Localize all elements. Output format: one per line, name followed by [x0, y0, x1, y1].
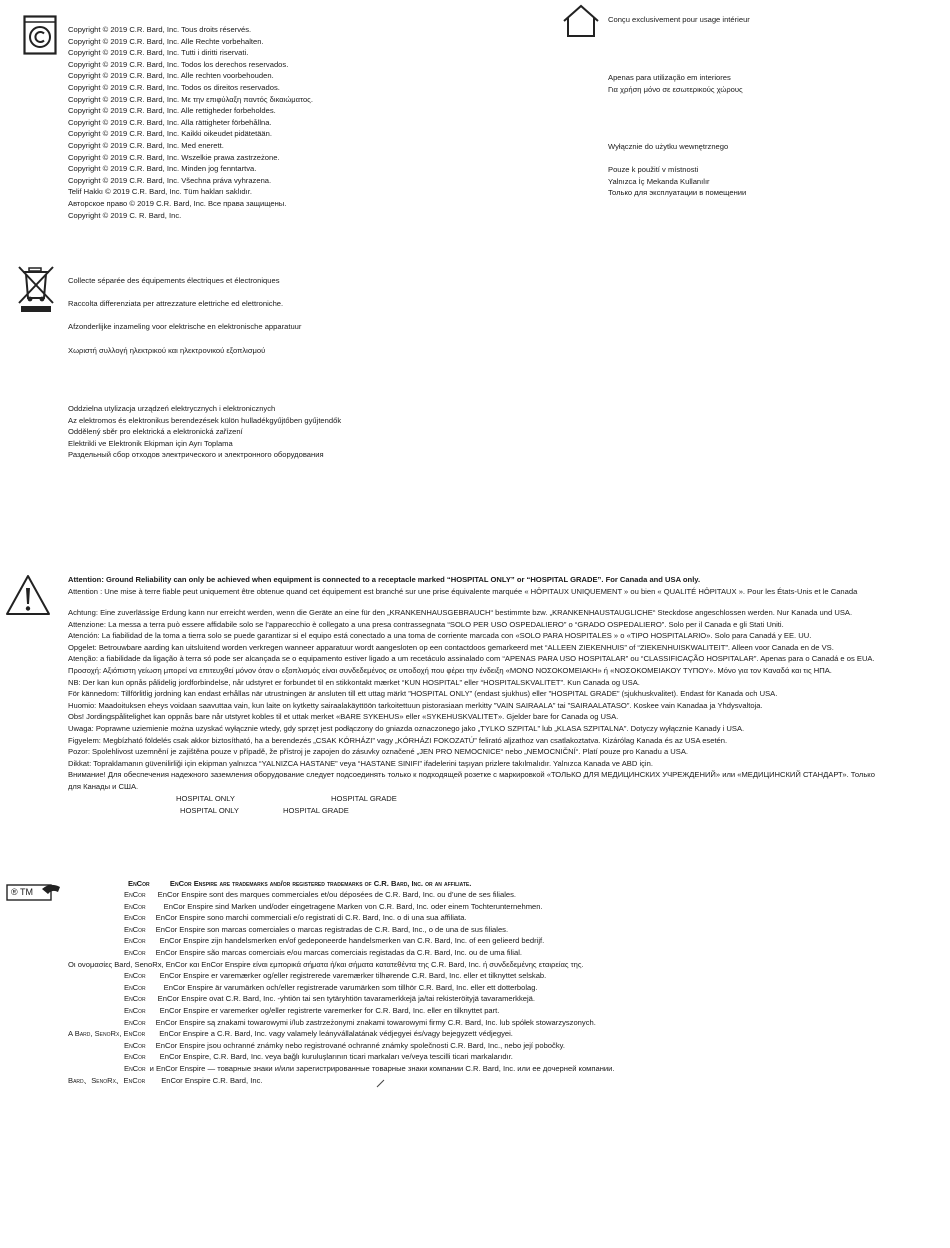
trademark-row: EnCor EnCor Enspire son marcas comerciales o marcas registradas de C.R. Bard, Inc., o de una de sus filiales.: [124, 924, 509, 934]
trademark-row: EnCor и EnCor Enspire — товарные знаки и/или зарегистрированные товарные знаки компании C.R. Bard, Inc. или ее дочерней компании.: [124, 1063, 615, 1073]
trademark-row: EnCor EnCor Enspire jsou ochranné známky nebo registrované ochranné známky společnosti C.R. Bard, Inc., nebo její pobočky.: [124, 1040, 565, 1050]
hospital-only-label: HOSPITAL ONLY: [180, 806, 239, 815]
hospital-grade-label: HOSPITAL GRADE: [283, 806, 349, 815]
copyright-line: Авторское право © 2019 C.R. Bard, Inc. Все права защищены.: [68, 198, 287, 208]
trademark-row: EnCor EnCor Enspire zijn handelsmerken en/of gedeponeerde handelsmerken van C.R. Bard, Inc. of een gelieerd bedrijf.: [124, 936, 545, 946]
copyright-line: Copyright © 2019 C.R. Bard, Inc. Με την επιφύλαξη παντός δικαιώματος.: [68, 94, 313, 104]
copyright-line: Copyright © 2019 C.R. Bard, Inc. Kaikki oikeudet pidätetään.: [68, 129, 272, 139]
copyright-list: [68, 24, 313, 221]
copyright-line: Copyright © 2019 C.R. Bard, Inc. Tutti i diritti riservati.: [68, 48, 249, 58]
attention-title: Attention: Ground Reliability can only be achieved when equipment is connected to a receptacle marked “HOSPITAL ONLY” or “HOSPITAL GRADE”. For Canada and USA only.: [68, 575, 701, 584]
copyright-line: Copyright © 2019 C.R. Bard, Inc. Todos los derechos reservados.: [68, 59, 289, 69]
trademark-row: EnCor EnCor Enspire är varumärken och/eller registrerade varumärken som tillhör C.R. Bard, Inc. eller ett dotterbolag.: [124, 982, 538, 992]
weee-bin-icon: [18, 266, 54, 319]
copyright-line: Copyright © 2019 C.R. Bard, Inc. Alla rättigheter förbehållna.: [68, 117, 272, 127]
trademark-row: EnCor EnCor Enspire, C.R. Bard, Inc. veya bağlı kuruluşlarının ticari markaları ve/veya tescilli ticari markalarıdır.: [124, 1052, 513, 1062]
copyright-line: Copyright © 2019 C.R. Bard, Inc. Tous droits réservés.: [68, 25, 252, 34]
trademark-title: EnCor Enspire are trademarks and/or registered trademarks of C.R. Bard, Inc. or an affiliate.: [169, 879, 472, 888]
attention-header: [68, 574, 857, 597]
copyright-line: Copyright © 2019 C.R. Bard, Inc. Alle Rechte vorbehalten.: [68, 36, 264, 46]
trademark-header: [128, 878, 471, 890]
indoor-line-3: Wyłącznie do użytku wewnętrznego: [608, 142, 729, 151]
copyright-line: Telif Hakkı © 2019 C.R. Bard, Inc. Tüm hakları saklıdır.: [68, 187, 252, 197]
copyright-line: Copyright © 2019 C.R. Bard, Inc. Med enerett.: [68, 140, 224, 150]
trademark-row: EnCor EnCor Enspire er varemerker og/eller registrerte varemerker for C.R. Bard, Inc. eller en tilknyttet part.: [124, 1005, 500, 1015]
slash-mark-icon: [376, 1075, 386, 1093]
copyright-line: Copyright © 2019 C.R. Bard, Inc. Alle rechten voorbehouden.: [68, 71, 274, 81]
indoor-group-2: Apenas para utilização em interiores Για χρήση μόνο σε εσωτερικούς χώρους: [608, 73, 743, 94]
attention-french: Attention : Une mise à terre fiable peut uniquement être obtenue quand cet équipement est branché sur une prise équivalente marquée « HÔPITAUX UNIQUEMENT » ou bien « QUALITÉ HÔPITAUX ». Pour les États-Unis et le Canada: [68, 586, 858, 596]
trademark-row: EnCor EnCor Enspire ovat C.R. Bard, Inc. -yhtiön tai sen tytäryhtiön tavaramerkkejä ja/tai rekisteröityjä tavaramerkkejä.: [124, 994, 535, 1004]
warning-icon: [5, 574, 51, 621]
copyright-line: Copyright © 2019 C.R. Bard, Inc. Alle rettigheder forbeholdes.: [68, 106, 276, 116]
trademark-row: EnCor EnCor Enspire são marcas comerciais e/ou marcas comerciais registadas da C.R. Bard, Inc. ou de uma filial.: [124, 947, 523, 957]
copyright-icon: [23, 15, 57, 60]
trademark-lead: EnCor: [128, 879, 150, 888]
attention-list: Achtung: Eine zuverlässige Erdung kann nur erreicht werden, wenn die Geräte an eine für den „KRANKENHAUSGEBRAUCH“ bestimmte bzw. „KRANKENHAUSTAUGLICHE“ Steckdose angeschlossen werden. Nur Kanada und USA. Attenzione: La messa a terra può essere affidabile solo se l’apparecchio è collegato a una presa contrassegnata “SOLO PER USO OSPEDALIERO” o “GRADO OSPEDALIERO”. Solo per il Canada e gli Stati Uniti. Atención: La fiabilidad de la toma a tierra solo se puede garantizar si el equipo está conectado a una toma de corriente marcada con «SOLO PARA HOSPITALES » o «TIPO HOSPITALARIO». Solo para Canadá y EE. UU. Opgelet: Betrouwbare aarding kan uitsluitend worden verkregen wanneer apparatuur wordt aangesloten op een contactdoos gemarkeerd met “ALLEEN ZIEKENHUIS” of “ZIEKENHUISKWALITEIT”. Alleen voor Canada en de VS. Atenção: a fiabilidade da ligação à terra só pode ser alcançada se o equipamento estiver ligado a um recetáculo assinalado com “APENAS PARA USO HOSPITALAR” ou “CLASSIFICAÇÃO HOSPITALAR”. Apenas para o Canadá e os EUA. Προσοχή: Αξιόπιστη γείωση μπορεί να επιτευχθεί μόνον όταν ο εξοπλισμός είναι συνδεδεμένος σε υποδοχή που φέρει την ένδειξη «ΜΟΝΟ ΝΟΣΟΚΟΜΕΙΑΚΗ» ή «ΝΟΣΟΚΟΜΕΙΑΚΟΥ ΤΥΠΟΥ». Μόνο για τον Καναδά και τις ΗΠΑ. NB: Der kan kun opnås pålidelig jordforbindelse, når udstyret er forbundet til en stikkontakt mærket “KUN HOSPITAL” eller “HOSPITALSKVALITET”. Kun Canada og USA. För kännedom: Tillförlitlig jordning kan endast erhållas när utrustningen är ansluten till ett uttag märkt ”HOSPITAL ONLY” (endast sjukhus) eller ”HOSPITAL GRADE” (sjukhuskvalitet). Endast för Kanada och USA. Huomio: Maadoituksen eheys voidaan saavuttaa vain, kun laite on kytketty sairaalakäyttöön tarkoitettuun pistorasiaan merkitty ”VAIN SAIRAALA” tai ”SAIRAALATASO”. Koskee vain Kanadaa ja Yhdysvaltoja. Obs! Jordingspålitelighet kan oppnås bare når utstyret kobles til et uttak merket «BARE SYKEHUS» eller «SYKEHUSKVALITET». Gjelder bare for Canada og USA. Uwaga: Poprawne uziemienie można uzyskać wyłącznie wtedy, gdy sprzęt jest podłączony do gniazda oznaczonego jako „TYLKO SZPITAL” lub „KLASA SZPITALNA”. Dotyczy wyłącznie Kanady i USA. Figyelem: Megbízható földelés csak akkor biztosítható, ha a berendezés „CSAK KÓRHÁZI” vagy „KÓRHÁZI FOKOZATÚ” felirató aljzathoz van csatlakoztatva. Kizárólag Kanada és az USA esetén. Pozor: Spolehlivost uzemnění je zajištěna pouze v případě, že přístroj je zapojen do zásuvky označené „JEN PRO NEMOCNICE“ nebo „NEMOCNIČNÍ“. Platí pouze pro Kanadu a USA. Dikkat: Topraklamanın güvenilirliği için ekipman yalnızca “YALNIZCA HASTANE” veya “HASTANE SINIFI” ifadelerini taşıyan prizlere takılmalıdır. Yalnızca Kanada ve ABD için. Внимание! Для обеспечения надежного заземления оборудование следует подсоединять только к подходящей розетке с маркировкой «ТОЛЬКО ДЛЯ МЕДИЦИНСКИХ УЧРЕЖДЕНИЙ» или «МЕДИЦИНСКИЙ СТАНДАРТ». Только для Канады и США.: [68, 608, 875, 791]
trademark-row: EnCor EnCor Enspire są znakami towarowymi i/lub zastrzeżonymi znakami towarowymi firmy C.R. Bard, Inc. lub spółek stowarzyszonych.: [124, 1017, 596, 1027]
trademark-row: Οι ονομασίες Bard, SenoRx, EnCor και EnCor Enspire είναι εμπορικά σήματα ή/και σήματα κατατεθέντα της C.R. Bard, Inc. ή συνδεδεμένης εταιρείας της.: [68, 959, 584, 969]
weee-line: Afzonderlijke inzameling voor elektrische en elektronische apparatuur: [68, 322, 302, 331]
indoor-line-1: Conçu exclusivement pour usage intérieur: [608, 15, 750, 24]
trademark-row: EnCor EnCor Enspire sono marchi commerciali e/o registrati di C.R. Bard, Inc. o di una sua affiliata.: [124, 913, 467, 923]
trademark-list: [68, 889, 615, 1086]
copyright-line: Copyright © 2019 C.R. Bard, Inc. Minden jog fenntartva.: [68, 164, 257, 174]
copyright-line: Copyright © 2019 C.R. Bard, Inc. Všechna práva vyhrazena.: [68, 175, 272, 185]
trademark-row: EnCor EnCor Enspire er varemærker og/eller registrerede varemærker tilhørende C.R. Bard, Inc. eller et tilknyttet selskab.: [124, 971, 547, 981]
trademark-symbol-text: ® TM: [11, 887, 33, 897]
copyright-line: Copyright © 2019 C.R. Bard, Inc. Todos os direitos reservados.: [68, 82, 280, 92]
hospital-grade-label: HOSPITAL GRADE: [331, 794, 397, 803]
weee-line: Χωριστή συλλογή ηλεκτρικού και ηλεκτρονικού εξοπλισμού: [68, 346, 266, 355]
trademark-row: Bard、SenoRx、EnCor EnCor Enspire C.R. Bard, Inc.: [68, 1075, 263, 1085]
copyright-line: Copyright © 2019 C. R. Bard, Inc.: [68, 210, 182, 220]
house-icon: [562, 4, 600, 43]
trademark-row: EnCor EnCor Enspire sind Marken und/oder eingetragene Marken von C.R. Bard, Inc. oder einem Tochterunternehmen.: [124, 901, 543, 911]
weee-line: Collecte séparée des équipements électriques et électroniques: [68, 276, 280, 285]
indoor-group-4: Pouze k použití v místnosti Yalnızca İç Mekanda Kullanılır Только для эксплуатации в помещении: [608, 165, 747, 198]
weee-block: Oddzielna utylizacja urządzeń elektrycznych i elektronicznych Az elektromos és elektronikus berendezések külön hulladékgyűjtőben gyűjtendők Oddělený sběr pro elektrická a elektronická zařízení Elektrikli ve Elektronik Ekipman için Ayrı Toplama Раздельный сбор отходов электрического и электронного оборудования: [68, 404, 342, 460]
weee-line: Raccolta differenziata per attrezzature elettriche ed elettroniche.: [68, 299, 284, 308]
trademark-row: EnCor EnCor Enspire sont des marques commerciales et/ou déposées de C.R. Bard, Inc. ou d’une de ses filiales.: [124, 890, 517, 899]
hospital-only-label: HOSPITAL ONLY: [176, 794, 235, 803]
trademark-row: A Bard, SenoRx, EnCor EnCor Enspire a C.R. Bard, Inc. vagy valamely leányvállalatának védjegyei és/vagy bejegyzett védjegyei.: [68, 1029, 513, 1039]
copyright-line: Copyright © 2019 C.R. Bard, Inc. Wszelkie prawa zastrzeżone.: [68, 152, 280, 162]
